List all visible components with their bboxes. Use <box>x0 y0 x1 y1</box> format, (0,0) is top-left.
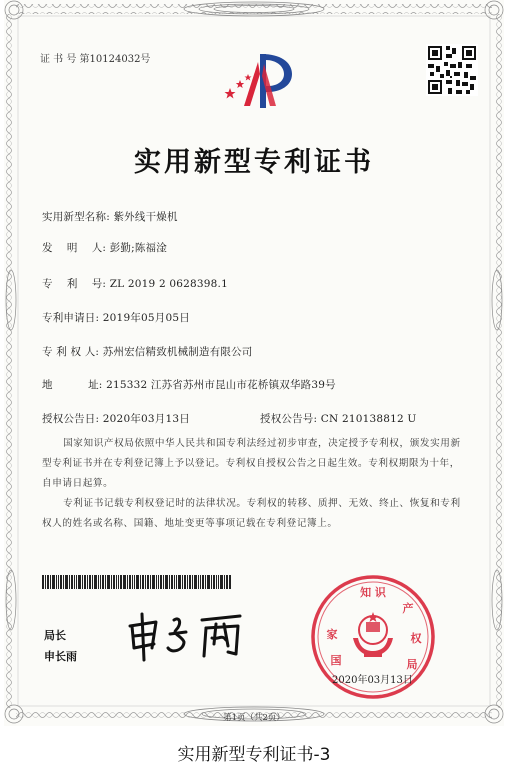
svg-text:国: 国 <box>330 654 342 667</box>
address-row <box>42 377 336 392</box>
inventor-value: 彭勤;陈福淦 <box>109 242 167 254</box>
inventor-row <box>42 240 167 255</box>
svg-text:家: 家 <box>326 628 338 641</box>
address-label: 地 址: <box>42 379 103 391</box>
patent-certificate <box>4 0 504 726</box>
grant-number-value: CN 210138812 U <box>320 413 417 425</box>
handwritten-signature <box>122 604 252 664</box>
legal-status-paragraph: 专利证书记载专利权登记时的法律状况。专利权的转移、质押、无效、终止、恢复和专利权人的姓名或名称、国籍、地址变更等事项记载在专利登记簿上。 <box>42 498 461 529</box>
barcode-icon <box>42 575 232 589</box>
grant-date-value: 2020年03月13日 <box>102 413 190 425</box>
grant-date-row <box>42 411 190 426</box>
utility-model-name-row <box>42 209 178 224</box>
grant-date-label: 授权公告日: <box>42 413 100 425</box>
application-date-label: 专利申请日: <box>42 312 100 324</box>
patent-number-value: ZL 2019 2 0628398.1 <box>109 278 228 290</box>
inventor-label: 发 明 人: <box>42 242 107 254</box>
svg-text:知 识: 知 识 <box>360 586 386 599</box>
patentee-row <box>42 344 253 359</box>
svg-text:局: 局 <box>406 658 418 671</box>
seal-date: 2020年03月13日 <box>332 675 413 686</box>
patent-number-row <box>42 276 228 291</box>
patent-office-logo <box>214 50 304 112</box>
image-caption: 实用新型专利证书-3 <box>177 745 331 765</box>
qr-code-icon <box>426 44 478 96</box>
grant-number-row <box>260 411 416 426</box>
application-date-row <box>42 310 190 325</box>
utility-model-name-value: 紫外线干燥机 <box>113 211 178 223</box>
grant-number-label: 授权公告号: <box>260 413 318 425</box>
director-title: 局长 <box>44 629 66 642</box>
svg-text:产: 产 <box>402 602 414 615</box>
svg-text:权: 权 <box>410 632 422 645</box>
application-date-value: 2019年05月05日 <box>102 312 190 324</box>
patentee-value: 苏州宏信精致机械制造有限公司 <box>102 346 253 358</box>
patentee-label: 专 利 权 人: <box>42 346 100 358</box>
director-name: 申长雨 <box>44 650 77 663</box>
patent-number-label: 专 利 号: <box>42 278 107 290</box>
utility-model-name-label: 实用新型名称: <box>42 211 110 223</box>
page-number: 第1页（共2页） <box>223 713 285 723</box>
certificate-title: 实用新型专利证书 <box>134 147 374 178</box>
address-value: 215332 江苏省苏州市昆山市花桥镇双华路39号 <box>106 379 336 391</box>
grant-statement-paragraph: 国家知识产权局依照中华人民共和国专利法经过初步审查，决定授予专利权，颁发实用新型专利证书并在专利登记簿上予以登记。专利权自授权公告之日起生效。专利权期限为十年，自申请日起算。 <box>42 438 461 489</box>
certificate-number: 证 书 号 第10124032号 <box>40 54 151 65</box>
